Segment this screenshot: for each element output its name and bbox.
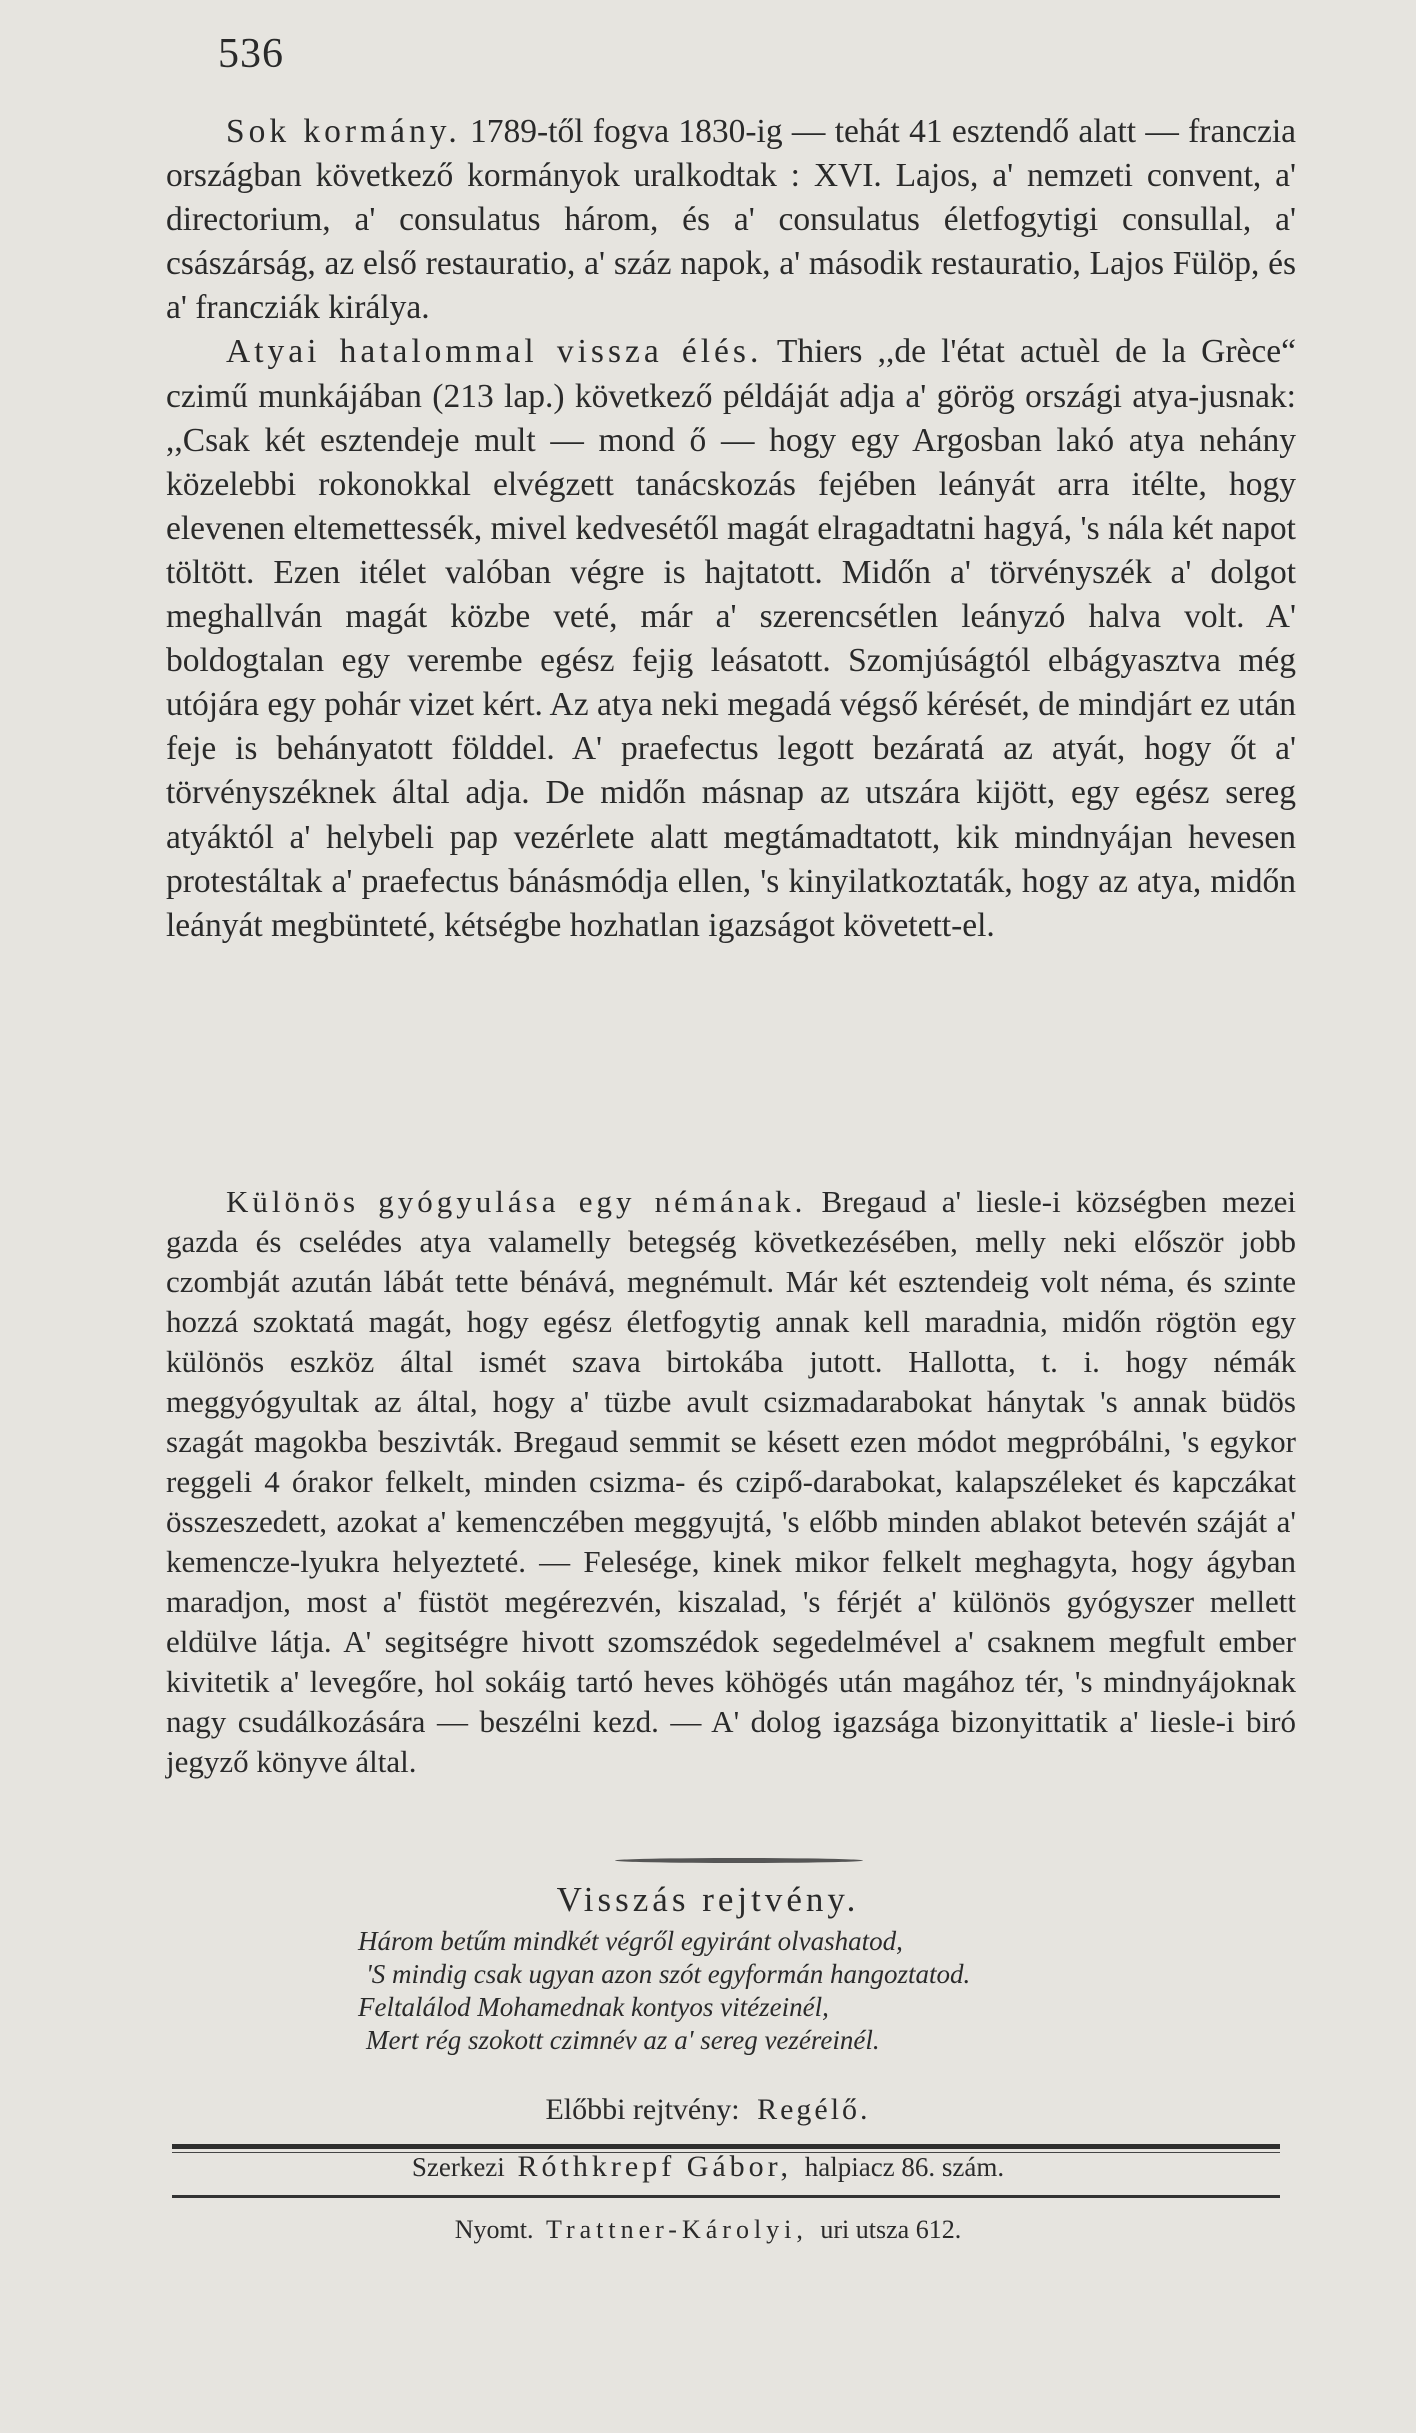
printer-name: Trattner-Károlyi,	[546, 2215, 808, 2244]
printer-address: uri utsza 612.	[820, 2215, 962, 2244]
previous-riddle-answer: Regélő.	[757, 2093, 871, 2126]
printer-prefix: Nyomt.	[454, 2215, 534, 2244]
article-sok-kormany	[166, 110, 1296, 330]
poem-line: Feltalálod Mohamednak kontyos vitézeinél,	[358, 1992, 829, 2022]
editor-name: Róthkrepf Gábor,	[517, 2150, 792, 2183]
footer-rule	[172, 2144, 1280, 2149]
main-text	[166, 110, 1296, 948]
editor-line	[0, 2150, 1416, 2184]
article-body: 1789-től fogva 1830-ig — tehát 41 esztendő alatt — franczia országban következő kormányok uralkodtak : XVI. Lajos, a' nemzeti convent, a' directorium, a' consulatus három, és a' consulatus életfogytigi consullal, a' császárság, az első restauratio, a' száz napok, a' második restauratio, Lajos Fülöp, és a' francziák királya.	[166, 113, 1296, 327]
editor-address: halpiacz 86. szám.	[804, 2152, 1005, 2182]
printer-line	[0, 2215, 1416, 2245]
page-number: 536	[218, 31, 284, 77]
article-body: Bregaud a' liesle-i községben mezei gazda és cselédes atya valamelly betegség következésében, melly neki először jobb czombját azután lábát tette bénává, megnémult. Már két esztendeig volt néma, és szinte hozzá szoktatá magát, hogy egész életfogytig annak kell maradnia, midőn rögtön egy különös eszköz által ismét szava birtokába jutott. Hallotta, t. i. hogy némák meggyógyultak az által, hogy a' tüzbe avult csizmadarabokat hánytak 's annak büdös szagát magokba beszivták. Bregaud semmit se késett ezen módot megpróbálni, 's egykor reggeli 4 órakor felkelt, minden csizma- és czipő-darabokat, kalapszéleket és kapczákat összeszedett, azokat a' kemenczében meggyujtá, 's előbb minden ablakot betevén száját a' kemencze-lyukra helyezteté. — Felesége, kinek mikor felkelt meghagyta, hogy ágyban maradjon, most a' füstöt megérezvén, kiszalad, 's férjét a' különös gyógyszer mellett eldülve látja. A' segitségre hivott szomszédok segedelmével a' csaknem megfult ember kivitetik a' levegőre, hol sokáig tartó heves köhögés után magához tér, 's mindnyájoknak nagy csudálkozására — beszélni kezd. — A' dolog igazsága bizonyittatik a' liesle-i biró jegyző könyve által.	[166, 1184, 1296, 1779]
article-atyai-hatalom	[166, 330, 1296, 947]
poem-line: 'S mindig csak ugyan azon szót egyformán hangoztatod.	[366, 1959, 971, 1989]
footer-rule-bottom	[172, 2195, 1280, 2198]
article-heading: Különös gyógyulása egy némának.	[226, 1184, 807, 1219]
article-heading: Sok kormány.	[226, 113, 461, 150]
article-heading: Atyai hatalommal vissza élés.	[226, 333, 763, 371]
editor-prefix: Szerkezi	[411, 2152, 505, 2182]
poem-line: Mert rég szokott czimnév az a' sereg vezéreinél.	[366, 2025, 880, 2055]
small-print-section	[166, 1182, 1296, 1782]
poem-line: Három betűm mindkét végről egyiránt olvashatod,	[358, 1926, 903, 1956]
section-divider	[615, 1858, 863, 1863]
article-kulonos-gyogyulas	[166, 1182, 1296, 1782]
previous-riddle	[0, 2093, 1416, 2127]
article-body: Thiers ,,de l'état actuèl de la Grèce“ czimű munkájában (213 lap.) következő példáját adja a' görög országi atya-jusnak: ,,Csak két esztendeje mult — mond ő — hogy egy Argosban lakó atya nehány közelebbi rokonokkal elvégzett tanácskozás fejében leányát arra itélte, hogy elevenen eltemettessék, mivel kedvesétől magát elragadtatni hagyá, 's nála két napot töltött. Ezen itélet valóban végre is hajtatott. Midőn a' törvényszék a' dolgot meghallván magát közbe veté, már a' szerencsétlen leányzó halva volt. A' boldogtalan egy verembe egész fejig leásatott. Szomjúságtól elbágyasztva még utójára egy pohár vizet kért. Az atya neki megadá végső kérését, de mindjárt ez után feje is behányatott földdel. A' praefectus legott bezáratá az atyát, hogy őt a' törvényszéknek által adja. De midőn másnap az utszára kijött, egy egész sereg atyáktól a' helybeli pap vezérlete alatt megtámadtatott, kik mindnyájan hevesen protestáltak a' praefectus bánásmódja ellen, 's kinyilatkoztaták, hogy az atya, midőn leányát megbünteté, kétségbe hozhatlan igazságot követett-el.	[166, 333, 1296, 944]
previous-riddle-label: Előbbi rejtvény:	[545, 2093, 740, 2126]
riddle-title: Visszás rejtvény.	[556, 1880, 860, 1919]
riddle-poem	[358, 1925, 1258, 2057]
